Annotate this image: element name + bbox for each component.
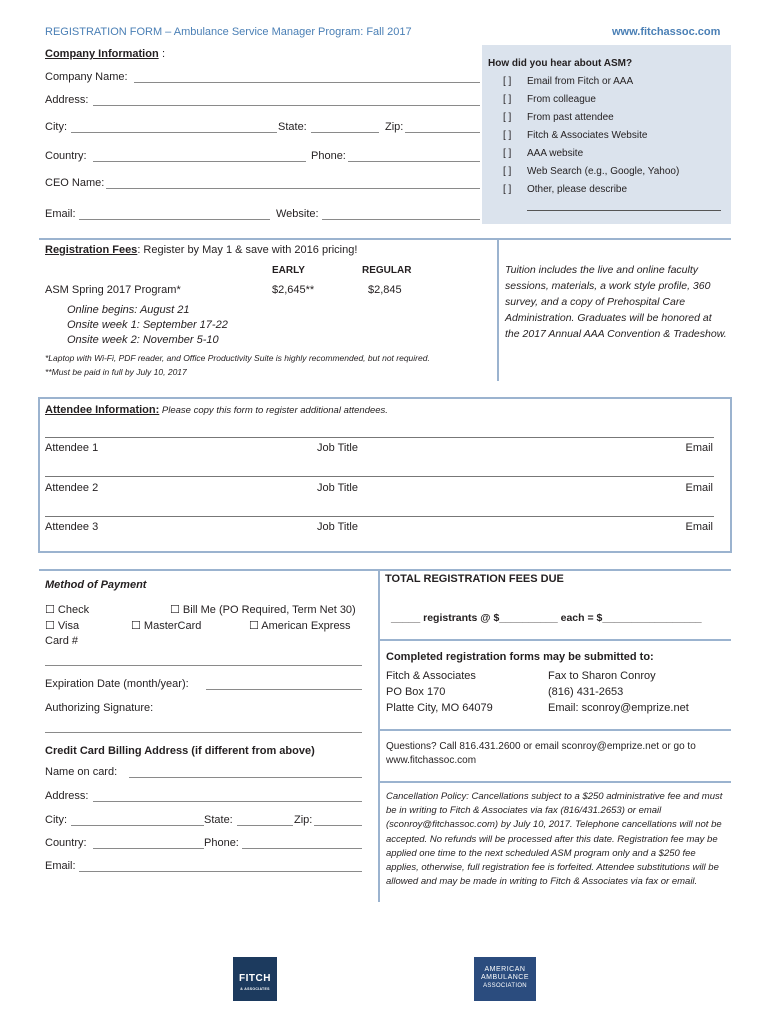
regular-price: $2,845 xyxy=(368,284,402,296)
mail-line-1: Fitch & Associates xyxy=(386,670,476,682)
regular-column-header: REGULAR xyxy=(362,265,412,276)
attendee-email-label: Email xyxy=(685,482,713,494)
fees-heading-row xyxy=(45,244,357,256)
mail-line-3: Platte City, MO 64079 xyxy=(386,702,493,714)
ceo-name-label: CEO Name: xyxy=(45,177,105,189)
submit-heading: Completed registration forms may be submitted to: xyxy=(386,651,654,663)
aaa-logo-line-1: AMERICAN xyxy=(484,966,526,973)
program-date-online: Online begins: August 21 xyxy=(67,304,190,316)
tuition-description: Tuition includes the live and online faculty sessions, materials, a work style profile, 360 survey, and a copy of Prehospital Care Administration. Graduates will be honored at the 2017 Annual AAA Convention & Tradeshow. xyxy=(505,264,727,340)
visa-option[interactable]: ☐ Visa xyxy=(45,620,80,632)
company-heading: Company Information xyxy=(45,48,159,60)
hear-option-checkbox[interactable]: [ ] xyxy=(503,112,512,123)
other-describe-line[interactable] xyxy=(527,210,721,211)
card-number-field[interactable] xyxy=(45,665,362,666)
company-name-field[interactable] xyxy=(134,82,480,83)
submit-divider xyxy=(380,729,731,731)
attendee-box xyxy=(38,397,732,553)
program-name: ASM Spring 2017 Program* xyxy=(45,284,181,296)
billing-address-field[interactable] xyxy=(93,801,362,802)
total-divider xyxy=(380,639,731,641)
company-name-label: Company Name: xyxy=(45,71,128,83)
program-date-week2: Onsite week 2: November 5-10 xyxy=(67,334,219,346)
hear-option-checkbox[interactable]: [ ] xyxy=(503,130,512,141)
fitch-logo xyxy=(233,957,277,1001)
payment-deadline-note: **Must be paid in full by July 10, 2017 xyxy=(45,367,187,377)
payment-heading: Method of Payment xyxy=(45,579,147,591)
billing-state-field[interactable] xyxy=(237,825,293,826)
expiration-label: Expiration Date (month/year): xyxy=(45,678,189,690)
total-formula[interactable]: _____ registrants @ $__________ each = $_________________ xyxy=(391,612,702,624)
mastercard-option[interactable]: ☐ MasterCard xyxy=(131,620,202,632)
zip-label: Zip: xyxy=(385,121,404,133)
state-label: State: xyxy=(278,121,307,133)
billing-city-field[interactable] xyxy=(71,825,204,826)
country-field[interactable] xyxy=(93,161,306,162)
card-number-label: Card # xyxy=(45,635,79,647)
hear-option-checkbox[interactable]: [ ] xyxy=(503,76,512,87)
early-price: $2,645** xyxy=(272,284,315,296)
questions-text: Questions? Call 816.431.2600 or email sconroy@emprize.net or go to www.fitchassoc.com xyxy=(386,741,696,766)
hear-option-label: Fitch & Associates Website xyxy=(527,130,648,141)
billing-heading: Credit Card Billing Address (if different from above) xyxy=(45,745,315,757)
country-label: Country: xyxy=(45,150,87,162)
website-field[interactable] xyxy=(322,219,480,220)
billing-address-label: Address: xyxy=(45,790,89,802)
signature-label: Authorizing Signature: xyxy=(45,702,154,714)
email-label: Email: xyxy=(45,208,76,220)
email-field[interactable] xyxy=(79,219,270,220)
billing-zip-field[interactable] xyxy=(314,825,362,826)
fees-divider xyxy=(497,238,499,381)
phone-field[interactable] xyxy=(348,161,480,162)
billing-name-field[interactable] xyxy=(129,777,362,778)
expiration-field[interactable] xyxy=(206,689,362,690)
hear-option-label: AAA website xyxy=(527,148,584,159)
hear-option-label: Email from Fitch or AAA xyxy=(527,76,634,87)
billing-name-label: Name on card: xyxy=(45,766,118,778)
fees-top-border xyxy=(39,238,731,240)
hear-option-label: Web Search (e.g., Google, Yahoo) xyxy=(527,166,680,177)
hear-option-checkbox[interactable]: [ ] xyxy=(503,184,512,195)
program-date-week1: Onsite week 1: September 17-22 xyxy=(67,319,228,331)
billing-email-label: Email: xyxy=(45,860,76,872)
billing-phone-field[interactable] xyxy=(242,848,362,849)
company-heading-colon: : xyxy=(162,48,166,60)
fees-subheading: : Register by May 1 & save with 2016 pricing! xyxy=(137,244,358,256)
address-label: Address: xyxy=(45,94,89,106)
form-title: REGISTRATION FORM – Ambulance Service Manager Program: Fall 2017 xyxy=(45,26,412,38)
attendee-row-line[interactable] xyxy=(45,516,714,517)
billing-country-label: Country: xyxy=(45,837,87,849)
attendee-job-label: Job Title xyxy=(317,521,358,533)
aaa-logo-line-2: AMBULANCE xyxy=(480,974,530,981)
phone-label: Phone: xyxy=(311,150,346,162)
fax-line-2: (816) 431-2653 xyxy=(548,686,624,698)
fitch-logo-subtext: & ASSOCIATES xyxy=(240,987,270,991)
laptop-note: *Laptop with Wi-Fi, PDF reader, and Office Productivity Suite is highly recommended, but not required. xyxy=(45,353,430,363)
website-label: Website: xyxy=(276,208,319,220)
questions-divider xyxy=(380,781,731,783)
attendee-note: Please copy this form to register additional attendees. xyxy=(159,405,388,416)
hear-option-label: Other, please describe xyxy=(527,184,628,195)
attendee-job-label: Job Title xyxy=(317,442,358,454)
hear-option-label: From past attendee xyxy=(527,112,614,123)
attendee-row-line[interactable] xyxy=(45,476,714,477)
fax-line-3: Email: sconroy@emprize.net xyxy=(548,702,689,714)
billing-email-field[interactable] xyxy=(79,871,362,872)
hear-heading: How did you hear about ASM? xyxy=(488,58,633,69)
fees-heading: Registration Fees xyxy=(45,244,138,256)
hear-option-checkbox[interactable]: [ ] xyxy=(503,166,512,177)
attendee-name-label: Attendee 3 xyxy=(45,521,99,533)
billing-city-label: City: xyxy=(45,814,67,826)
cancellation-policy: Cancellation Policy: Cancellations subject to a $250 administrative fee and must be in writing to Fitch & Associates via fax (816/431.2653) or email (sconroy@fitchassoc.com) by July 10, 2017. Telephone cancellations will not be accepted. No refunds will be processed after this date. Registration fee may be applied one time to the next scheduled ASM program only and a $250 fee applies, otherwise, full registration fee is forfeited. Attendee substitutions will be allowed and may be made in writing to Fitch & Associates via fax or email. xyxy=(386,791,723,888)
payment-top-border xyxy=(39,569,731,571)
check-option[interactable]: ☐ Check xyxy=(45,604,90,616)
state-field[interactable] xyxy=(311,132,379,133)
zip-field[interactable] xyxy=(405,132,480,133)
total-heading: TOTAL REGISTRATION FEES DUE xyxy=(385,573,564,585)
billing-state-label: State: xyxy=(204,814,233,826)
attendee-heading: Attendee Information: xyxy=(45,404,160,416)
aaa-logo-line-3: ASSOCIATION xyxy=(483,983,527,989)
hear-option-checkbox[interactable]: [ ] xyxy=(503,94,512,105)
billing-phone-label: Phone: xyxy=(204,837,239,849)
bill-me-option[interactable]: ☐ Bill Me (PO Required, Term Net 30) xyxy=(170,604,356,616)
billing-country-field[interactable] xyxy=(93,848,204,849)
attendee-email-label: Email xyxy=(685,521,713,533)
payment-divider xyxy=(378,569,380,902)
header-website: www.fitchassoc.com xyxy=(612,26,721,38)
address-field[interactable] xyxy=(93,105,480,106)
attendee-email-label: Email xyxy=(685,442,713,454)
hear-option-label: From colleague xyxy=(527,94,596,105)
fax-line-1: Fax to Sharon Conroy xyxy=(548,670,656,682)
city-field[interactable] xyxy=(71,132,277,133)
attendee-name-label: Attendee 2 xyxy=(45,482,99,494)
city-label: City: xyxy=(45,121,67,133)
mail-line-2: PO Box 170 xyxy=(386,686,446,698)
signature-field[interactable] xyxy=(45,732,362,733)
ceo-name-field[interactable] xyxy=(106,188,480,189)
hear-option-checkbox[interactable]: [ ] xyxy=(503,148,512,159)
attendee-job-label: Job Title xyxy=(317,482,358,494)
early-column-header: EARLY xyxy=(272,265,305,276)
attendee-name-label: Attendee 1 xyxy=(45,442,99,454)
attendee-line-0 xyxy=(45,437,714,438)
attendee-heading-row xyxy=(45,404,388,416)
billing-zip-label: Zip: xyxy=(294,814,313,826)
fitch-logo-text: FITCH xyxy=(239,973,271,984)
amex-option[interactable]: ☐ American Express xyxy=(249,620,351,632)
aaa-logo xyxy=(474,957,536,1001)
